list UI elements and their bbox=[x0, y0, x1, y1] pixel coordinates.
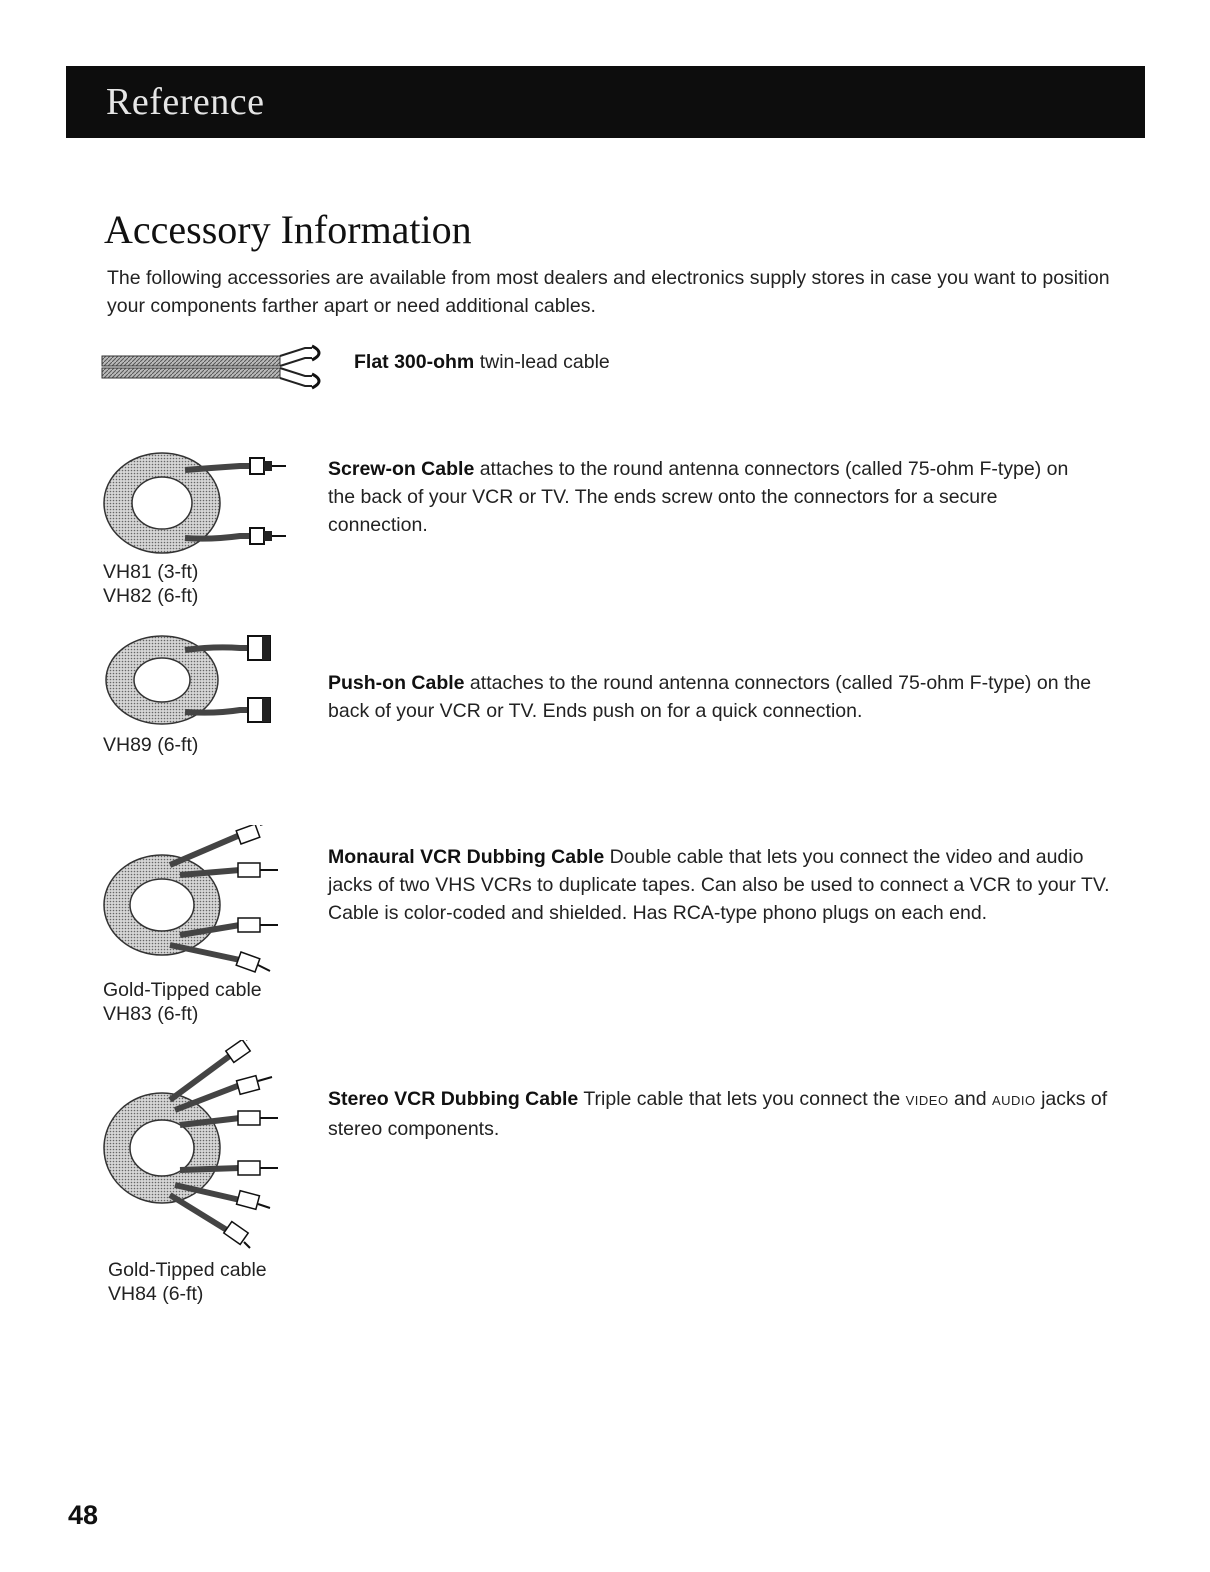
accessory-name-stereo-dubbing-cable: Stereo VCR Dubbing Cable bbox=[328, 1088, 579, 1110]
accessory-text-stereo-end: jacks of stereo components. bbox=[328, 1088, 1108, 1140]
model-label: VH89 (6-ft) bbox=[103, 734, 199, 756]
accessory-description-mono-dubbing-cable bbox=[328, 843, 1118, 927]
twin-lead-cable-icon bbox=[100, 342, 340, 398]
accessory-description-push-on-cable bbox=[328, 669, 1118, 725]
page-title: Accessory Information bbox=[104, 207, 472, 252]
accessory-text-stereo-mid: and bbox=[948, 1088, 992, 1110]
model-label: VH81 (3-ft) bbox=[103, 561, 199, 583]
accessory-description-stereo-dubbing-cable bbox=[328, 1085, 1118, 1143]
model-label: VH83 (6-ft) bbox=[103, 1003, 199, 1025]
intro-paragraph: The following accessories are available from most dealers and electronics supply stores in case you want to position your components farther apart or need additional cables. bbox=[107, 267, 1110, 317]
caption-stereo-dubbing-cable bbox=[108, 1258, 267, 1306]
accessory-name-mono-dubbing-cable: Monaural VCR Dubbing Cable bbox=[328, 846, 605, 868]
accessory-name-push-on-cable: Push-on Cable bbox=[328, 672, 465, 694]
screw-on-cable-icon bbox=[100, 448, 290, 558]
audio-jack-label: AUDIO bbox=[991, 1093, 1036, 1108]
section-header-bar bbox=[66, 66, 1145, 138]
accessory-name-flat-cable: Flat 300-ohm bbox=[354, 351, 475, 373]
model-label: VH82 (6-ft) bbox=[103, 585, 199, 607]
accessory-text-flat-cable: twin-lead cable bbox=[474, 351, 610, 373]
model-label: Gold-Tipped cable bbox=[108, 1259, 267, 1281]
video-jack-label: VIDEO bbox=[905, 1093, 949, 1108]
caption-screw-on-cable bbox=[103, 560, 198, 608]
model-label: Gold-Tipped cable bbox=[103, 979, 262, 1001]
caption-push-on-cable bbox=[103, 733, 198, 757]
accessory-description-screw-on-cable bbox=[328, 455, 1088, 539]
accessory-text-push-on-cable: attaches to the round antenna connectors (called 75-ohm F-type) on the back of your VCR or TV. Ends push on for a quick connection. bbox=[328, 672, 1092, 722]
push-on-cable-icon bbox=[100, 630, 290, 730]
stereo-dubbing-cable-icon bbox=[100, 1040, 290, 1250]
accessory-text-stereo-dubbing-cable: Triple cable that lets you connect the bbox=[578, 1088, 906, 1110]
accessory-text-mono-dubbing-cable: Double cable that lets you connect the video and audio jacks of two VHS VCRs to duplicate tapes. Can also be used to connect a VCR to your TV. Cable is color-coded and shielded. Has RCA-type phono plugs on each end. bbox=[328, 846, 1110, 924]
mono-dubbing-cable-icon bbox=[100, 825, 290, 975]
page-number: 48 bbox=[68, 1500, 99, 1530]
model-label: VH84 (6-ft) bbox=[108, 1283, 204, 1305]
section-title: Reference bbox=[106, 81, 265, 123]
accessory-description-flat-cable bbox=[354, 348, 1054, 376]
caption-mono-dubbing-cable bbox=[103, 978, 262, 1026]
accessory-name-screw-on-cable: Screw-on Cable bbox=[328, 458, 475, 480]
accessory-text-screw-on-cable: attaches to the round antenna connectors (called 75-ohm F-type) on the back of your VCR or TV. The ends screw onto the connectors for a secure connection. bbox=[328, 458, 1069, 536]
